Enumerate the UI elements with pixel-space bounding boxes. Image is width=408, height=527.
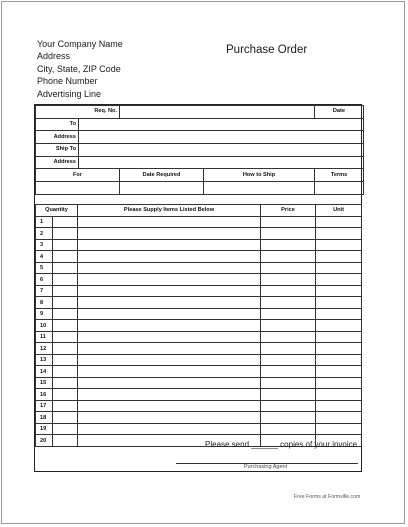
row-number: 15 bbox=[36, 377, 53, 389]
row-number: 19 bbox=[36, 423, 53, 435]
price-cell[interactable] bbox=[261, 423, 316, 435]
quantity-cell[interactable] bbox=[53, 389, 78, 401]
quantity-cell[interactable] bbox=[53, 251, 78, 263]
description-cell[interactable] bbox=[78, 331, 261, 343]
description-cell[interactable] bbox=[78, 262, 261, 274]
price-cell[interactable] bbox=[261, 400, 316, 412]
row-number: 4 bbox=[36, 251, 53, 263]
quantity-cell[interactable] bbox=[53, 285, 78, 297]
company-name: Your Company Name bbox=[37, 39, 123, 49]
unit-cell[interactable] bbox=[316, 251, 362, 263]
row-number: 6 bbox=[36, 274, 53, 286]
item-row bbox=[36, 285, 362, 297]
date-required-label: Date Required bbox=[120, 169, 204, 182]
price-cell[interactable] bbox=[261, 320, 316, 332]
purchasing-agent-label: Purchasing Agent bbox=[244, 464, 288, 470]
price-cell[interactable] bbox=[261, 216, 316, 228]
price-header: Price bbox=[261, 204, 316, 216]
price-cell[interactable] bbox=[261, 331, 316, 343]
item-row bbox=[36, 228, 362, 240]
row-number: 7 bbox=[36, 285, 53, 297]
quantity-cell[interactable] bbox=[53, 228, 78, 240]
date-cell bbox=[315, 106, 364, 119]
price-cell[interactable] bbox=[261, 239, 316, 251]
quantity-cell[interactable] bbox=[53, 435, 78, 447]
description-cell[interactable] bbox=[78, 251, 261, 263]
description-cell[interactable] bbox=[78, 377, 261, 389]
item-row bbox=[36, 239, 362, 251]
unit-header: Unit bbox=[316, 204, 362, 216]
row-number: 18 bbox=[36, 412, 53, 424]
row-number: 14 bbox=[36, 366, 53, 378]
description-cell[interactable] bbox=[78, 216, 261, 228]
to-field[interactable] bbox=[79, 118, 364, 131]
unit-cell[interactable] bbox=[316, 377, 362, 389]
quantity-cell[interactable] bbox=[53, 216, 78, 228]
item-row bbox=[36, 423, 362, 435]
unit-cell[interactable] bbox=[316, 285, 362, 297]
item-row bbox=[36, 216, 362, 228]
quantity-cell[interactable] bbox=[53, 331, 78, 343]
how-to-ship-field[interactable] bbox=[204, 182, 315, 195]
terms-field[interactable] bbox=[315, 182, 364, 195]
description-cell[interactable] bbox=[78, 274, 261, 286]
quantity-cell[interactable] bbox=[53, 400, 78, 412]
quantity-cell[interactable] bbox=[53, 423, 78, 435]
price-cell[interactable] bbox=[261, 343, 316, 355]
company-block bbox=[37, 38, 123, 100]
unit-cell[interactable] bbox=[316, 343, 362, 355]
row-number: 17 bbox=[36, 400, 53, 412]
description-cell[interactable] bbox=[78, 423, 261, 435]
item-row bbox=[36, 320, 362, 332]
price-cell[interactable] bbox=[261, 251, 316, 263]
description-cell[interactable] bbox=[78, 308, 261, 320]
invoice-copies-note: Please send ______ copies of your invoice bbox=[205, 440, 358, 449]
unit-cell[interactable] bbox=[316, 297, 362, 309]
row-number: 10 bbox=[36, 320, 53, 332]
unit-cell[interactable] bbox=[316, 366, 362, 378]
unit-cell[interactable] bbox=[316, 228, 362, 240]
terms-label: Terms bbox=[315, 169, 364, 182]
quantity-cell[interactable] bbox=[53, 354, 78, 366]
description-cell[interactable] bbox=[78, 239, 261, 251]
description-cell[interactable] bbox=[78, 400, 261, 412]
unit-cell[interactable] bbox=[316, 331, 362, 343]
quantity-cell[interactable] bbox=[53, 308, 78, 320]
ship-address-field[interactable] bbox=[79, 156, 364, 169]
ship-address-label: Address bbox=[36, 156, 79, 169]
for-field[interactable] bbox=[36, 182, 120, 195]
unit-cell[interactable] bbox=[316, 389, 362, 401]
quantity-cell[interactable] bbox=[53, 343, 78, 355]
ship-to-field[interactable] bbox=[79, 144, 364, 157]
description-cell[interactable] bbox=[78, 412, 261, 424]
quantity-cell[interactable] bbox=[53, 262, 78, 274]
item-row bbox=[36, 343, 362, 355]
ship-to-label: Ship To bbox=[36, 144, 79, 157]
quantity-header: Quantity bbox=[36, 204, 78, 216]
item-row bbox=[36, 412, 362, 424]
price-cell[interactable] bbox=[261, 377, 316, 389]
unit-cell[interactable] bbox=[316, 412, 362, 424]
date-label: Date bbox=[332, 108, 346, 115]
price-cell[interactable] bbox=[261, 274, 316, 286]
section-gap bbox=[35, 195, 361, 204]
price-cell[interactable] bbox=[261, 412, 316, 424]
to-label: To bbox=[36, 118, 79, 131]
row-number: 1 bbox=[36, 216, 53, 228]
row-number: 3 bbox=[36, 239, 53, 251]
row-number: 13 bbox=[36, 354, 53, 366]
row-number: 20 bbox=[36, 435, 53, 447]
company-advertising-line: Advertising Line bbox=[37, 88, 102, 99]
quantity-cell[interactable] bbox=[53, 366, 78, 378]
credit-line: Free Forms at Formville.com bbox=[294, 494, 361, 500]
description-cell[interactable] bbox=[78, 366, 261, 378]
for-label: For bbox=[36, 169, 120, 182]
address-label: Address bbox=[36, 131, 79, 144]
description-cell[interactable] bbox=[78, 320, 261, 332]
description-cell[interactable] bbox=[78, 285, 261, 297]
date-required-field[interactable] bbox=[120, 182, 204, 195]
description-cell[interactable] bbox=[78, 389, 261, 401]
row-number: 9 bbox=[36, 308, 53, 320]
row-number: 11 bbox=[36, 331, 53, 343]
req-no-field[interactable] bbox=[120, 106, 315, 119]
row-number: 5 bbox=[36, 262, 53, 274]
quantity-cell[interactable] bbox=[53, 412, 78, 424]
unit-cell[interactable] bbox=[316, 216, 362, 228]
item-row bbox=[36, 354, 362, 366]
item-row bbox=[36, 389, 362, 401]
how-to-ship-label: How to Ship bbox=[204, 169, 315, 182]
row-number: 8 bbox=[36, 297, 53, 309]
unit-cell[interactable] bbox=[316, 274, 362, 286]
item-row bbox=[36, 331, 362, 343]
price-cell[interactable] bbox=[261, 308, 316, 320]
row-number: 2 bbox=[36, 228, 53, 240]
price-cell[interactable] bbox=[261, 354, 316, 366]
document-title: Purchase Order bbox=[226, 44, 308, 56]
item-row bbox=[36, 274, 362, 286]
description-cell[interactable] bbox=[78, 228, 261, 240]
unit-cell[interactable] bbox=[316, 239, 362, 251]
quantity-cell[interactable] bbox=[53, 320, 78, 332]
item-row bbox=[36, 377, 362, 389]
item-row bbox=[36, 297, 362, 309]
item-row bbox=[36, 400, 362, 412]
header-table bbox=[35, 105, 364, 195]
item-row bbox=[36, 262, 362, 274]
unit-cell[interactable] bbox=[316, 262, 362, 274]
quantity-cell[interactable] bbox=[53, 377, 78, 389]
price-cell[interactable] bbox=[261, 389, 316, 401]
unit-cell[interactable] bbox=[316, 400, 362, 412]
company-city-state-zip: City, State, ZIP Code bbox=[37, 63, 121, 74]
company-address: Address bbox=[37, 51, 71, 62]
company-phone: Phone Number bbox=[37, 76, 98, 87]
item-row bbox=[36, 251, 362, 263]
purchase-order-form bbox=[34, 104, 362, 472]
unit-cell[interactable] bbox=[316, 423, 362, 435]
item-row bbox=[36, 308, 362, 320]
quantity-cell[interactable] bbox=[53, 297, 78, 309]
items-description-header: Please Supply Items Listed Below bbox=[78, 204, 261, 216]
price-cell[interactable] bbox=[261, 228, 316, 240]
address-field[interactable] bbox=[79, 131, 364, 144]
items-header-row bbox=[36, 204, 362, 216]
row-number: 12 bbox=[36, 343, 53, 355]
description-cell[interactable] bbox=[78, 343, 261, 355]
req-no-label: Req. No. bbox=[36, 106, 120, 119]
row-number: 16 bbox=[36, 389, 53, 401]
price-cell[interactable] bbox=[261, 285, 316, 297]
description-cell[interactable] bbox=[78, 354, 261, 366]
unit-cell[interactable] bbox=[316, 308, 362, 320]
quantity-cell[interactable] bbox=[53, 239, 78, 251]
unit-cell[interactable] bbox=[316, 354, 362, 366]
price-cell[interactable] bbox=[261, 366, 316, 378]
items-table bbox=[35, 204, 362, 447]
unit-cell[interactable] bbox=[316, 320, 362, 332]
quantity-cell[interactable] bbox=[53, 274, 78, 286]
item-row bbox=[36, 366, 362, 378]
price-cell[interactable] bbox=[261, 297, 316, 309]
description-cell[interactable] bbox=[78, 297, 261, 309]
price-cell[interactable] bbox=[261, 262, 316, 274]
